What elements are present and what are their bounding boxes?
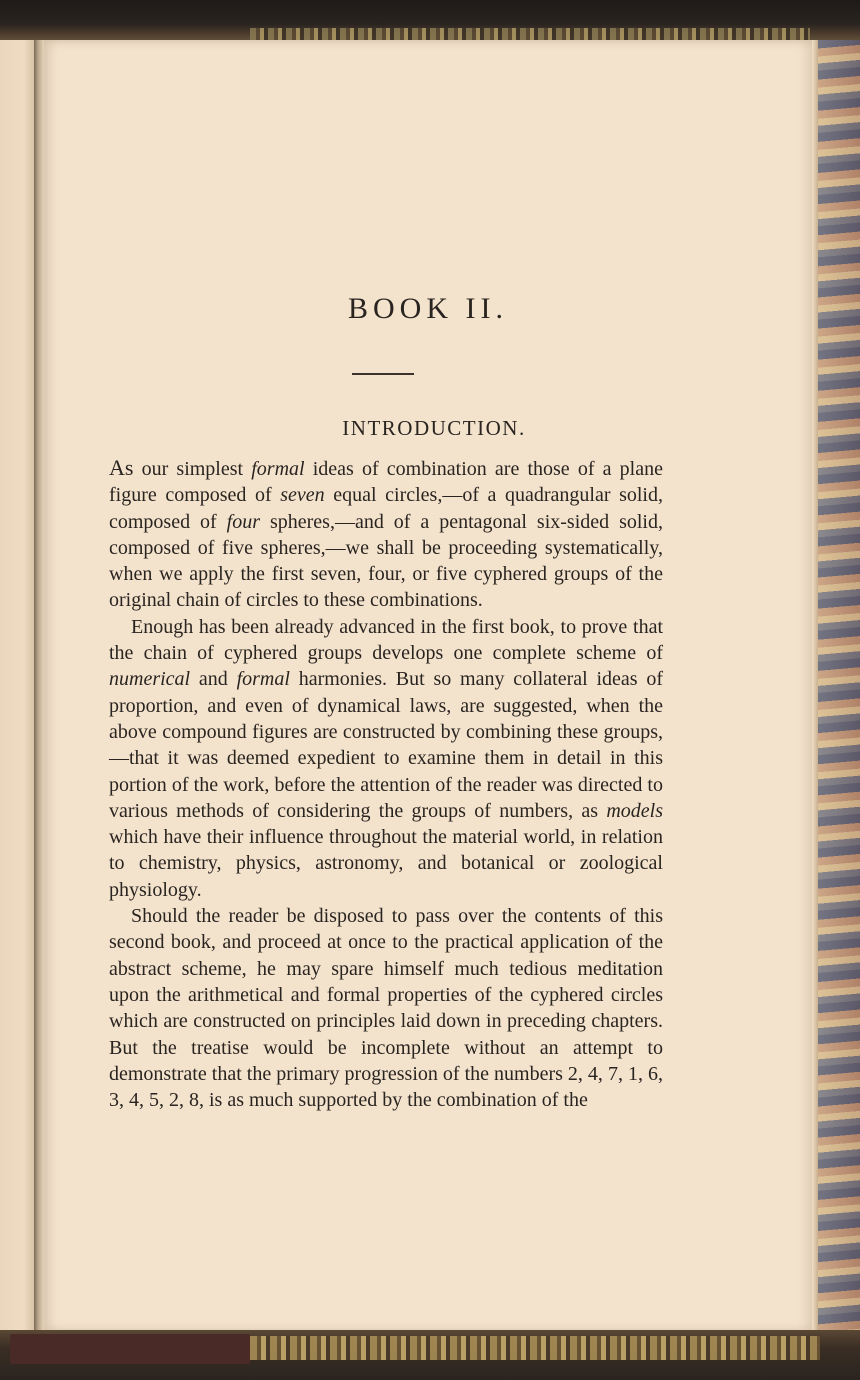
text-run-italic: numerical: [109, 668, 191, 691]
text-run: Should the reader be disposed to pass over the contents of this second book, and proceed at once to the practical application of the abstract scheme, he may spare himself much tedious meditation upon the arithmetical and formal properties of the cyphered circles which are constructed on principles laid down in preceding chapters. But the treatise would be incomplete without an attempt to demonstrate that the primary progression of the numbers 2, 4, 7, 1, 6, 3, 4, 5, 2, 8, is as much supported by the combination of the: [109, 905, 663, 1112]
text-run-italic: formal: [236, 668, 290, 691]
heading-rule: [352, 373, 414, 375]
text-run-italic: formal: [251, 458, 305, 480]
book-gutter: [34, 40, 44, 1336]
section-heading: INTRODUCTION.: [342, 416, 526, 440]
text-run: ideas of combination are those of a plane figure composed of: [109, 458, 663, 507]
text-run: Enough has been already advanced in the first book, to prove that the chain of cyphered groups develops one complete scheme of: [109, 615, 663, 665]
gilt-edge-bottom: [250, 1336, 820, 1360]
marbled-fore-edge: [812, 40, 860, 1336]
text-run: and: [190, 668, 237, 691]
text-run-caps: As: [109, 455, 134, 480]
text-run: harmonies. But so many collateral ideas of proportion, and even of dynamical laws, are suggested, when the above compound figures are constructed by combining these groups,—that it was deemed expedient to examine them in detail in this portion of the work, before the attention of the reader was directed to various methods of considering the groups of numbers, as: [109, 668, 663, 822]
facing-page-edge: [0, 40, 34, 1336]
text-run: our simplest: [133, 458, 252, 480]
text-run-italic: seven: [280, 484, 325, 507]
text-run-italic: four: [226, 510, 261, 533]
paragraph: [109, 455, 663, 614]
leather-cover-bottom: [10, 1334, 250, 1364]
paragraph: [109, 614, 663, 903]
body-text: [109, 455, 663, 1113]
book-heading: BOOK II.: [348, 292, 508, 325]
text-run: spheres,—and of a pentagonal six-sided solid, composed of five spheres,—we shall be proceeding systematically, when we apply the first seven, four, or five cyphered groups of the original chain of circles to these combinations.: [109, 510, 663, 612]
text-run: equal circles,—of a quadrangular solid, composed of: [109, 484, 663, 533]
paragraph: [109, 903, 663, 1113]
text-run-italic: models: [606, 799, 663, 822]
text-run: which have their influence throughout the material world, in relation to chemistry, physics, astronomy, and botanical or zoological physiology.: [109, 826, 663, 901]
